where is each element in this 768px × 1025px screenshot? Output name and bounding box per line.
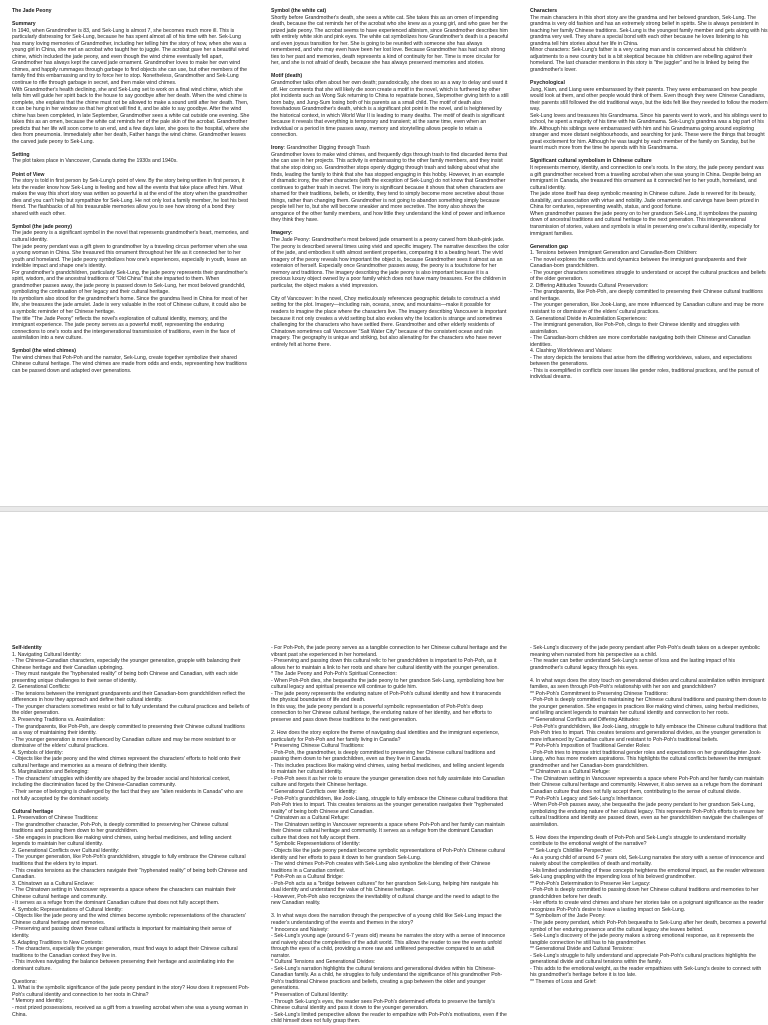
section-block (12, 979, 250, 1018)
section-heading: Significant cultural symbolism in Chinese culture (530, 158, 652, 165)
section-text: The story is told in first person by Sek-Lung's point of view. By the story being written in first person, it lets the reader know how Sek-Lung is feeling and how all the events that take place affect him. What makes the way this short story was written so powerful is at the end of the story when the grandmother dies and you can't help but sympathize for Sek-Lung. He not only lost a family member, he lost his best friend. The flashbacks of all his treasurable memories allow you to see how strong of a bond they shared with each other. (12, 178, 248, 217)
section-text: Grandmother loves to make wind chimes, and frequently digs through trash to find discarded items that she can use in her projects. This activity is embarrassing to the other family members, and they insist that she stop doing so. Grandmother stops openly digging through trash and talking about what she finds, leading the family to think that she has stopped engaging in this hobby. However, in an example of dramatic irony, the other characters (with the exception of Sek-Lung) do not know that Grandmother continues to gather trash in secret. The irony is significant because it shows that when characters are shamed for their traditions, beliefs, or identity, they tend to simply become more secretive about those things, rather than changing them. Grandmother is not going to abandon something simply because people tell her to, but she will become sneakier and more secretive. The irony also shows the arrogance of the other family members, and how little they understand the kind of power and influence they think they have. (271, 151, 508, 224)
section-text: - Sek-Lung's discovery of the jade peony pendant after Poh-Poh's death takes on a deeper symbolic meaning when narrated from his perspective as a child. - The reader can better understand Sek-Lung's sense of loss and the lasting impact of his grandmother's cultural legacy through his eyes. 4. In what ways does the story touch on generational divides and cultural assimilation within immigrant families, as seen through Poh-Poh's relationship with her son and grandchildren? ** Poh-Poh's Commitment to Preserving Chinese Traditions: - Poh-Poh is deeply committed to maintaining her Chinese cultural traditions and passing them down to the younger generation. She engages in practices like making wind chimes, using herbal medicines, and telling ancient legends to maintain her cultural identity and connection to her roots. ** Generational Conflicts and Differing Attitudes: - Poh-Poh's grandchildren, like Jook-Liang, struggle to fully embrace the Chinese cultural traditions that Poh-Poh tries to impart. This creates tensions and generational divides, as the younger generation is more influenced by Canadian culture and resistant to Poh-Poh's traditional beliefs. ** Poh-Poh's Imposition of Traditional Gender Roles: - Poh-Poh tries to impose strict traditional gender roles and expectations on her granddaughter Jook-Liang, who has more modern aspirations. This highlights the cultural conflicts between the immigrant grandmother and her Canadian-born grandchildren. ** Chinatown as a Cultural Refuge: - The Chinatown setting in Vancouver represents a space where Poh-Poh and her family can maintain their Chinese cultural heritage and community. However, it also serves as a refuge from the dominant Canadian culture that does not fully accept them, contributing to the sense of cultural divide. ** Poh-Poh's Legacy and Sek-Lung's Inheritance: - When Poh-Poh passes away, she bequeaths the jade peony pendant to her grandson Sek-Lung, symbolizing the enduring nature of her cultural legacy. This represents Poh-Poh's efforts to ensure her cultural traditions and identity are passed down, even as her grandchildren navigate the challenges of assimilation. 5. How does the impending death of Poh-Poh and Sek-Lung's struggle to understand mortality contribute to the emotional weight of the narrative? ** Sek-Lung's Childlike Perspective: - As a young child of around 6-7 years old, Sek-Lung narrates the story with a sense of innocence and naivety about the complexities of death and mortality. - His limited understanding of these concepts heightens the emotional impact, as the reader witnesses Sek-Lung grappling with the impending loss of his beloved grandmother. ** Poh-Poh's Determination to Preserve Her Legacy: - Poh-Poh is deeply committed to passing down her Chinese cultural traditions and memories to her grandchildren before her death. - Her efforts to create wind chimes and share her stories take on a poignant significance as the reader recognizes Poh-Poh's desire to leave a lasting impact on Sek-Lung. ** Symbolism of the Jade Peony: - The jade peony pendant, which Poh-Poh bequeaths to Sek-Lung after her death, becomes a powerful symbol of her enduring presence and the cultural legacy she leaves behind. - Sek-Lung's discovery of the jade peony makes a strong emotional response, as it represents the tangible connection he still has to his grandmother. ** Generational Divide and Cultural Tensions: - Sek-Lung's struggle to fully understand and appreciate Poh-Poh's cultural practices highlights the generational divide and cultural tensions within the family. - This adds to the emotional weight, as the reader empathizes with Sek-Lung's desire to connect with his grandmother's heritage before it is too late. ** Themes of Loss and Grief: (530, 645, 767, 985)
section-heading: Irony (271, 145, 284, 152)
section-block (530, 80, 768, 152)
section-heading: Point of View (12, 171, 45, 178)
section-heading: Symbol (the jade peony) (12, 223, 72, 230)
section-text: The plot takes place in Vancouver, Canada during the 1930s and 1940s. (12, 158, 178, 165)
section-block (530, 244, 768, 381)
section-heading: Summary (12, 21, 36, 28)
section-block (271, 145, 509, 224)
text-column-right (530, 8, 768, 502)
section-text: - For Poh-Poh, the jade peony serves as a tangible connection to her Chinese cultural heritage and the vibrant past she experienced in her homeland. - Preserving and passing down this cultural relic to her grandchildren is important to Poh-Poh, as it allows her to maintain a link to her roots and share her cultural identity with the younger generation. * The Jade Peony and Poh-Poh's Spiritual Connection: - When Poh-Poh dies, she bequeaths the jade peony to her grandson Sek-Lung, symbolizing how her cultural legacy and spiritual presence will continue to guide him. - The jade peony represents the enduring nature of Poh-Poh's cultural identity and how it transcends the physical boundaries of life and death. In this way, the jade peony pendant is a powerful symbolic representation of Poh-Poh's deep connection to her Chinese cultural heritage, the enduring nature of her identity, and her efforts to preserve and pass down these traditions to the next generation. 2. How does the story explore the theme of navigating dual identities and the immigrant experience, particularly for Poh-Poh and her family living in Canada? * Preserving Chinese Cultural Traditions: - Poh-Poh, the grandmother, is deeply committed to preserving her Chinese cultural traditions and passing them down to her grandchildren, even as they live in Canada. - This includes practices like making wind chimes, using herbal medicines, and telling ancient legends to maintain her cultural identity. - Poh-Poh sees it as her role to ensure the younger generation does not fully assimilate into Canadian culture and forgets their Chinese heritage. * Generational Conflicts over Identity: - Poh-Poh's grandchildren, like Jook-Liang, struggle to fully embrace the Chinese cultural traditions that Poh-Poh tries to impart. This creates tensions as the younger generation navigates their "hyphenated reality" of being both Chinese and Canadian. * Chinatown as a Cultural Refuge: - The Chinatown setting in Vancouver represents a space where Poh-Poh and her family can maintain their Chinese cultural heritage and community. It serves as a refuge from the dominant Canadian culture that does not fully accept them. * Symbolic Representations of Identity: - Objects like the jade peony pendant become symbolic representations of Poh-Poh's Chinese cultural identity and her efforts to pass it down to her grandson Sek-Lung. - The wind chimes Poh-Poh creates with Sek-Lung also symbolize the blending of their Chinese traditions in a Canadian context. * Poh-Poh as a Cultural Bridge: - Poh-Poh acts as a "bridge between cultures" for her grandson Sek-Lung, helping him navigate his dual identity and understand the value of his Chinese heritage. - However, Poh-Poh also recognizes the inevitability of cultural change and the need to adapt to the new Canadian reality. 3. In what ways does the narration through the perspective of a young child like Sek-Lung impact the reader's understanding of the events and themes in the story? * Innocence and Naivety: - Sek-Lung's young age (around 6-7 years old) means he narrates the story with a sense of innocence and naivety about the complexities of the adult world. This allows the reader to see the events unfold through the eyes of a child, providing a more raw and unfiltered perspective compared to an adult narrator. * Cultural Tensions and Generational Divides: - Sek-Lung's narration highlights the cultural tensions and generational divides within his Chinese-Canadian family. As a child, he struggles to fully understand the significance of his grandmother Poh-Poh's traditional Chinese practices and beliefs, creating a gap between the older and younger generations. * Preservation of Cultural Identity: - Through Sek-Lung's eyes, the reader sees Poh-Poh's determined efforts to preserve the family's Chinese cultural identity and pass it down to the younger generation. - Sek-Lung's limited perspective allows the reader to empathize with Poh-Poh's motivations, even if the child himself does not fully grasp them. (271, 645, 508, 1025)
section-heading: Self-identity (12, 645, 42, 651)
section-text: Jung, Kiam, and Liang were embarrassed by their parents. They were embarrassed on how people would look at them, and other people would think of them. Even though they were Chinese Canadians, their parents still followed the old traditional ways, but the kids felt like they needed to follow the modern way. Sek-Lung loves and treasures his Grandmama. Since his parents went to work, and his siblings went to school, he spent a majority of his time with his Grandmama. Sek-Lung's grandma was a big part of his life. Although his siblings were embarrassed with him and his Grandmama going around exploring stranger and more distant neighbourhoods, and searching for junk. These were the things that brought great excitement for him. Although he was taught by each member of the family on Sunday, but he learnt much more from the time he spends with his Grandmama. (530, 86, 768, 152)
section-block (530, 645, 768, 985)
section-text: Questions: 1. What is the symbolic significance of the jade peony pendant in the story? How does it represent Poh-Poh's cultural identity and connection to her roots in China? * Memory and Identity: - most prized possessions, received as a gift from a traveling acrobat when she was a young woman in China. (12, 978, 250, 1018)
section-text: The jade peony is a significant symbol in the novel that represents grandmother's heart, memories, and cultural identity. The jade peony pendant was a gift given to grandmother by a traveling circus performer when she was a young woman in China. She treasured this ornament throughout her life as it connected her to her youth and homeland. The jade peony symbolizes how one's experiences, especially in youth, leave an indelible impact and shape one's identity. For grandmother's grandchildren, particularly Sek-Lung, the jade peony represents their grandmother's spirit, wisdom, and the ancestral traditions of "Old China" that she imparted to them. When grandmother passes away, the jade peony is passed down to Sek-Lung, her most beloved grandchild, symbolizing the continuation of her legacy and their cultural heritage. Its symbolism also stood for the grandmother's home. Since the grandma lived in China for most of her life, she treasures the jade amulet. Jade is very valuable in the root of Chinese culture, it could also be a symbolic reminder of her Chinese heritage. The title "The Jade Peony" reflects the novel's exploration of cultural identity, memory, and the immigrant experience. The jade peony serves as a powerful motif, representing the enduring connections to one's roots and the intergenerational transmission of traditions, even in the face of assimilation into a new culture. (12, 230, 249, 342)
section-heading: The Jade Peony (12, 8, 52, 14)
section-block (271, 73, 509, 138)
text-column-right (530, 645, 768, 1020)
section-heading: Cultural heritage (12, 808, 54, 815)
section-text: 1. Preservation of Chinese Traditions: - The grandmother character, Poh-Poh, is deeply committed to preserving her Chinese cultural traditions and passing them down to her grandchildren. - She engages in practices like making wind chimes, using herbal medicines, and telling ancient legends to maintain her cultural identity. 2. Generational Conflicts over Cultural Identity: - The younger generation, like Poh-Poh's grandchildren, struggle to fully embrace the Chinese cultural traditions that the elders try to impart. - This creates tensions as the characters navigate their "hyphenated reality" of being both Chinese and Canadian. 3. Chinatown as a Cultural Enclave: - The Chinatown setting in Vancouver represents a space where the characters can maintain their Chinese cultural heritage and community. - It serves as a refuge from the dominant Canadian culture that does not fully accept them. 4. Symbolic Representations of Cultural Identity: - Objects like the jade peony and the wind chimes become symbolic representations of the characters' Chinese cultural heritage and memories. - Preserving and passing down these cultural artifacts is important for maintaining their sense of identity. 5. Adapting Traditions to New Contexts: - The characters, especially the younger generation, must find ways to adapt their Chinese cultural traditions to the Canadian context they live in. - This involves navigating the balance between preserving their heritage and assimilating into the dominant culture. (12, 815, 248, 972)
section-heading: Symbol (the white cat) (271, 8, 327, 14)
section-text: In 1940, when Grandmother is 83, and Sek-Lung is almost 7, she becomes much more ill. This is particularly distressing for Sek-Lung, because he has spent almost all of his time with her. Sek-Lung has many loving memories of Grandmother, including her telling him the story of how, when she was a young girl in China, she met an acrobat who taught her to juggle. The acrobat gave her a beautiful wind chime, which included the jade peony, and even though the wind chime eventually fell apart, Grandmother has always kept the carved jade ornament. Grandmother loves to make her own wind chimes, and happily rummages through garbage to find objects she can use, but other members of the family find this embarrassing and try to force her to stop. Nonetheless, Grandmother and Sek-Lung continue to rifle through garbage in secret, and then make wind chimes. With Grandmother's health declining, she and Sek-Lung set to work on a final wind chime, which she tells him will guide her spirit back to the house to say goodbye after her death. When the wind chime is complete, she explains that the chime must not be allowed to make a sound until after her death. Then, it can be hung in her window so that her ghost will find it, and be able to say goodbye. After the wind chime has been completed, in late September, Grandmother sees a white cat outside one evening. She takes this as an omen, because the white cat reminds her of the pale skin of the acrobat. Grandmother predicts that her life will soon come to an end, and a few days later, she goes to the hospital, where she dies from pneumonia. Immediately after her death, Father hangs the wind chime. Grandmother leaves the carved jade peony to Sek-Lung. (12, 27, 250, 145)
section-text: The wind chimes that Poh-Poh and the narrator, Sek-Lung, create together symbolize their shared Chinese cultural heritage. The wind chimes are made from odds and ends, representing how traditions can be passed down and adapted over generations. (12, 354, 247, 374)
section-text: The main characters in this short story are the grandma and her beloved grandson, Sek-Lung. The grandma is very old fashion and has an extremely strong belief in spirits. She is always persistent in teaching her family Chinese traditions. Sek-Lung is the youngest family member and gets along with his grandma very well. They share a special bond with each other because he loves listening to his grandma tell him stories about her life in China. Minor characters: Sek-Lung's father is a very caring man and is concerned about his children's adjustments to a new country but is a bit skeptical because his children are rebelling against their homeland. The last character mentions in this story is "the juggler" and he is linked by being the grandmother's lover. (530, 14, 768, 73)
section-heading: Psychological (530, 79, 565, 86)
document-page-bottom (0, 512, 768, 1024)
section-text: Shortly before Grandmother's death, she sees a white cat. She takes this as an omen of impending death, because the cat reminds her of the acrobat who she knew as a young girl, and who gave her the prized jade peony. The acrobat seems to have experienced albinism, since Grandmother describes him with entirely white skin and pink eyes. The white cat symbolizes how Grandmother's death is a peaceful and even joyous transition for her. She is going to be reunited with someone she has always remembered, and who may even have been her lost love. Because Grandmother has had such strong ties to her past and memories, death represents a kind of continuity for her. Time is more circular for her, and she is not afraid of death, because she has always preserved memories and stories. (271, 14, 509, 67)
section-text: It represents memory, identity, and connection to one's roots. In the story, the jade peony pendant was a gift grandmother received from a traveling acrobat when she was young in China. Despite being an immigrant in Canada, she treasured this ornament as it connected her to her youth, homeland, and cultural identity. The jade stone itself has deep symbolic meaning in Chinese culture. Jade is revered for its beauty, durability, and association with virtue and nobility. Jade ornaments and carvings have been prized in China for centuries, representing wealth, status, and good fortune. When grandmother passes the jade peony on to her grandson Sek-Lung, it symbolizes the passing down of ancestral traditions and cultural heritage to the next generation. This intergenerational transmission of stories, values and symbols is vital in preserving one's cultural identity, especially for immigrant families. (530, 165, 764, 237)
section-heading: Characters (530, 8, 558, 14)
section-text: 1. Tensions between Immigrant Generation and Canadian-Born Children: - The novel explores the conflicts and dynamics between the immigrant grandparents and their Canadian-born grandchildren. - The younger characters sometimes struggle to understand or accept the cultural practices and beliefs of the older generation. 2. Differing Attitudes Towards Cultural Preservation: - The grandparents, like Poh-Poh, are deeply committed to preserving their Chinese cultural traditions and heritage. - The younger generation, like Jook-Liang, are more influenced by Canadian culture and may be more resistant to or dismissive of the elders' cultural practices. 3. Generational Divide in Assimilation Experiences: - The immigrant generation, like Poh-Poh, clings to their Chinese identity and struggles with assimilation. - The Canadian-born children are more comfortable navigating both their Chinese and Canadian identities. 4. Clashing Worldviews and Values: - The story depicts the tensions that arise from the differing worldviews, values, and expectations between the generations. - This is exemplified in conflicts over issues like gender roles, traditional practices, and the pursuit of individual dreams. (530, 250, 766, 381)
section-text: Grandmother talks often about her own death; paradoxically, she does so as a way to delay and ward it off. Her comments that she will likely die soon create a motif in the novel, which is furthered by other plot incidents such as Wong Suk returning to China to repatriate bones, Stepmother giving birth to a still born baby, and Jung-Sum losing both of his parents as a small child. The motif of death also foreshadows Grandmother's death, which is a significant plot point in the novel, and is heightened by the historical context, in which World War II is leading to many deaths. The motif of death is significant because it reveals that everything is temporary and transient; at the same time, even when an individual or a period in time passes away, memory and storytelling allows people to retain a connection. (271, 79, 509, 139)
section-heading-suffix: : Grandmother Digging through Trash (283, 145, 370, 152)
section-block (12, 645, 250, 802)
document-page-top (0, 0, 768, 506)
section-text: 1. Navigating Cultural Identity: - The Chinese-Canadian characters, especially the younger generation, grapple with balancing their Chinese heritage and their Canadian upbringing. - They must navigate the "hyphenated reality" of being both Chinese and Canadian, with each side presenting unique challenges to their sense of identity. 2. Generational Conflicts: - The tensions between the immigrant grandparents and their Canadian-born grandchildren reflect the differences in how they approach and define their cultural identity. - The younger characters sometimes resist or fail to fully understand the cultural practices and beliefs of the older generation. 3. Preserving Traditions vs. Assimilation: - The grandparents, like Poh-Poh, are deeply committed to preserving their Chinese cultural traditions as a way of maintaining their identity. - The younger generation is more influenced by Canadian culture and may be more resistant to or dismissive of the elders' cultural practices. 4. Symbols of Identity: - Objects like the jade peony and the wind chimes represent the characters' efforts to hold onto their cultural heritage and memories as a means of defining their identity. 5. Marginalization and Belonging: - The characters' struggles with identity are shaped by the broader social and historical context, including the discrimination faced by the Chinese-Canadian community. - Their sense of belonging is challenged by the fact that they are "alien residents in Canada" who are not fully accepted by the dominant society. (12, 651, 250, 802)
text-column-middle (271, 645, 509, 1025)
section-heading: Generation gap (530, 243, 569, 250)
text-column-middle (271, 8, 509, 502)
text-column-left (12, 645, 250, 1020)
section-block (12, 809, 250, 973)
section-block (530, 8, 768, 73)
section-block (12, 21, 250, 145)
section-block (530, 158, 768, 237)
section-heading: Imagery: (271, 230, 293, 237)
text-column-left (12, 8, 250, 502)
section-block (12, 224, 250, 342)
section-block (12, 172, 250, 218)
section-text: The Jade Peony: Grandmother's most beloved jade ornament is a peony carved from blush-pink jade. The peony is described several times using vivid and specific imagery. The narrative describes the color of the jade, and embodies it with almost sentient properties, comparing it to a beating heart. The vivid imagery of the peony reveals how important the object is, because Grandmother sees it almost as an extension of herself. Especially once Grandmother passes away, the peony is a touchstone for her memory and traditions. The imagery describing the jade peony is also important because it is a precious luxury object owned by a poor family which does not have many treasures. For the children in particular, the object makes a vivid impression. City of Vancouver: In the novel, Choy meticulously references geographic details to construct a vivid setting for the plot. Imagery—including rain, oceans, snow, and mountains—make it possible for readers to imagine the place where the characters live. The imagery describing Vancouver is important because it not only creates a vivid setting but also evokes why the location is strange and sometimes challenging for the characters who have settled there. Grandmother and other elderly residents of Chinatown sometimes call Vancouver "Salt Water City" because of the consistent ocean and rain imagery. The geography is unique and striking, but also alienating for the characters who have never entirely felt at home there. (271, 237, 509, 348)
section-heading: Setting (12, 151, 30, 158)
section-block (271, 230, 509, 348)
section-block (271, 645, 509, 1025)
section-block (12, 8, 250, 15)
section-block (12, 152, 250, 165)
section-block (271, 8, 509, 67)
section-block (12, 348, 250, 374)
section-heading: Symbol (the wind chimes) (12, 348, 76, 355)
section-heading: Motif (death) (271, 73, 303, 80)
